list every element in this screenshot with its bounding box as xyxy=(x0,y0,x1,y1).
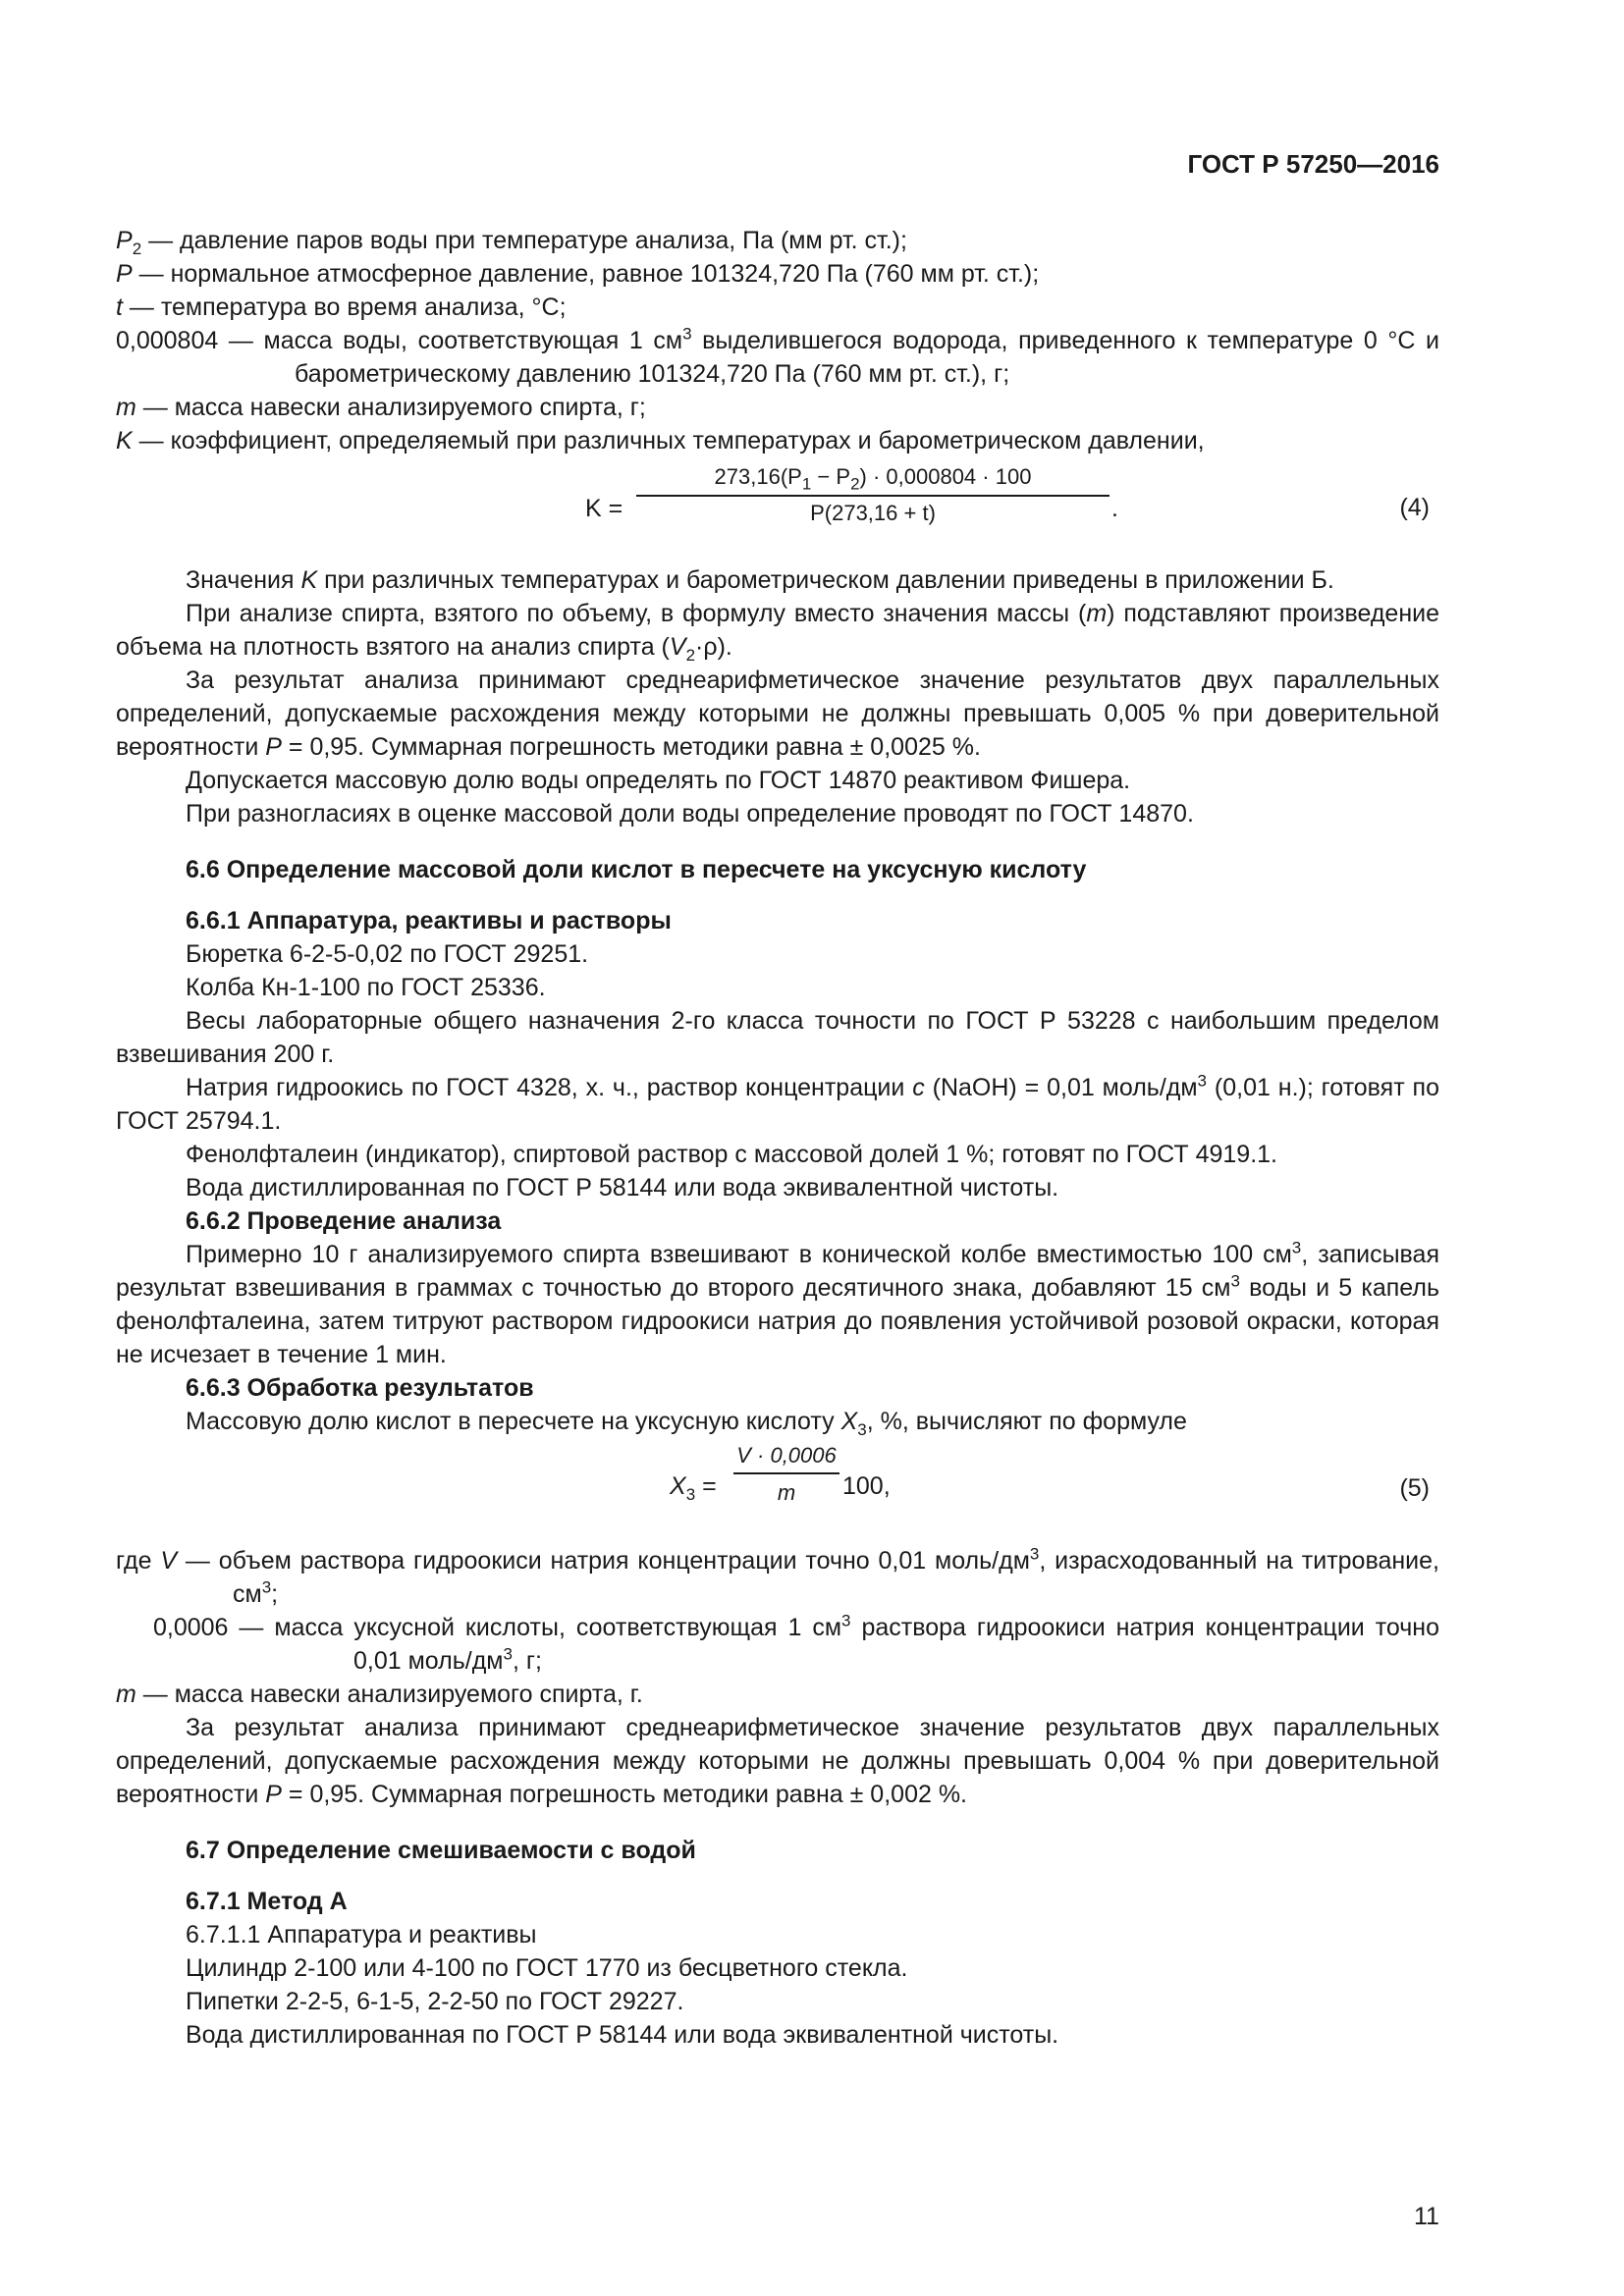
def-v: где V — объем раствора гидроокиси натрия концентрации точно 0,01 моль/$дм^3$, израсходованный на титрование, $см^3$; xyxy=(116,1544,1439,1608)
section-6-7-1-1-title: 6.7.1.1 Аппаратура и реактивы xyxy=(186,1921,537,1949)
formula-4-number: (4) xyxy=(1399,494,1430,521)
section-6-6-1-title: 6.6.1 Аппаратура, реактивы и растворы xyxy=(186,907,672,934)
item-scales: Весы лабораторные общего назначения 2-го класса точности по ГОСТ Р 53228 с наибольшим пределом взвешивания 200 г. xyxy=(116,1007,1439,1068)
formula-4: K = $\frac{273,16(P_1 - P_2) \cdot 0,000804 \cdot 100}{P(273,16 + t)}$ . (4) xyxy=(116,463,1439,554)
def-acetic-coef: 0,0006 — масса уксусной кислоты, соответствующая 1 $см^3$ раствора гидроокиси натрия концентрации точно 0,01 моль/$дм^3$, г; xyxy=(153,1611,1439,1675)
para-result-2: За результат анализа принимают среднеарифметическое значение результатов двух параллельных определений, допускаемые расхождения между которыми не должны превышать 0,004 % при доверительной вероятности P = 0,95. Суммарная погрешность методики равна ± 0,002 %. xyxy=(116,1714,1439,1808)
formula-5-lhs: $X_3$ = xyxy=(670,1472,717,1504)
para-fischer: Допускается массовую долю воды определять по ГОСТ 14870 реактивом Фишера. xyxy=(186,767,1131,794)
para-acid-fraction: Массовую долю кислот в пересчете на уксусную кислоту $X_3$, %, вычисляют по формуле xyxy=(186,1408,1187,1439)
formula-5-factor: 100, xyxy=(842,1472,891,1500)
para-analysis: Примерно 10 г анализируемого спирта взвешивают в конической колбе вместимостью 100 $см^3$, записывая результат взвешивания в граммах с точностью до второго десятичного знака, добавляют 15 $см^3$ воды и 5 капель фенолфталеина, затем титруют раствором гидроокиси натрия до появления устойчивой розовой окраски, которая не исчезает в течение 1 мин. xyxy=(116,1238,1439,1368)
para-volume: При анализе спирта, взятого по объему, в формулу вместо значения массы (m) подставляют произведение объема на плотность взятого на анализ спирта $(V_2\cdot\rho)$. xyxy=(116,600,1440,665)
def-k: K — коэффициент, определяемый при различных температурах и барометрическом давлении, xyxy=(116,427,1205,454)
formula-4-numerator: $273,16(P_1 - P_2) \cdot 0,000804 \cdot 100$ xyxy=(636,463,1110,497)
formula-4-lhs: K = xyxy=(585,495,623,522)
item-flask: Колба Кн-1-100 по ГОСТ 25336. xyxy=(186,974,546,1001)
para-disagreement: При разногласиях в оценке массовой доли воды определение проводят по ГОСТ 14870. xyxy=(186,800,1194,828)
para-result: За результат анализа принимают среднеарифметическое значение результатов двух параллельных определений, допускаемые расхождения между которыми не должны превышать 0,005 % при доверительной вероятности P = 0,95. Суммарная погрешность методики равна ± 0,0025 %. xyxy=(116,667,1439,761)
para-k-values: Значения K при различных температурах и барометрическом давлении приведены в приложении Б. xyxy=(186,566,1334,594)
def-m: m — масса навески анализируемого спирта, г; xyxy=(116,394,646,421)
formula-5 xyxy=(116,1444,1439,1534)
section-6-7-title: 6.7 Определение смешиваемости с водой xyxy=(186,1837,696,1864)
item-naoh: Натрия гидроокись по ГОСТ 4328, х. ч., раствор концентрации c (NaOH) = 0,01 моль/$дм^3$ (0,01 н.); готовят по ГОСТ 25794.1. xyxy=(116,1071,1439,1135)
item-burette: Бюретка 6-2-5-0,02 по ГОСТ 29251. xyxy=(186,940,589,968)
formula-5-numerator: V · 0,0006 xyxy=(733,1442,839,1474)
item-phenolphthalein: Фенолфталеин (индикатор), спиртовой раствор с массовой долей 1 %; готовят по ГОСТ 4919.1. xyxy=(186,1141,1277,1168)
page-content xyxy=(116,224,1439,2052)
def-p: P — нормальное атмосферное давление, равное 101324,720 Па (760 мм рт. ст.); xyxy=(116,260,1040,288)
formula-4-fraction xyxy=(636,463,1110,528)
def-mass-coef: 0,000804 — масса воды, соответствующая 1 $см^3$ выделившегося водорода, приведенного к температуре 0 °С и барометрическому давлению 101324,720 Па (760 мм рт. ст.), г; xyxy=(116,324,1439,388)
item-water: Вода дистиллированная по ГОСТ Р 58144 или вода эквивалентной чистоты. xyxy=(186,1174,1059,1201)
section-6-6-2-title: 6.6.2 Проведение анализа xyxy=(186,1207,502,1235)
def-t: t — температура во время анализа, °С; xyxy=(116,294,567,321)
formula-5-fraction xyxy=(733,1442,839,1510)
document-header: ГОСТ Р 57250—2016 xyxy=(1187,149,1439,179)
item-pipettes: Пипетки 2-2-5, 6-1-5, 2-2-50 по ГОСТ 29227. xyxy=(186,1988,684,2015)
item-water-2: Вода дистиллированная по ГОСТ Р 58144 или вода эквивалентной чистоты. xyxy=(186,2021,1059,2049)
section-6-7-1-title: 6.7.1 Метод А xyxy=(186,1888,348,1915)
def-m-2: m — масса навески анализируемого спирта, г. xyxy=(116,1681,643,1708)
page-number: 11 xyxy=(1414,2203,1439,2230)
section-6-6-title: 6.6 Определение массовой доли кислот в пересчете на уксусную кислоту xyxy=(186,856,1087,883)
formula-5-denominator: m xyxy=(777,1480,796,1505)
def-p2: $P_2$ — давление паров воды при температуре анализа, Па (мм рт. ст.); xyxy=(116,227,907,258)
item-cylinder: Цилиндр 2-100 или 4-100 по ГОСТ 1770 из бесцветного стекла. xyxy=(186,1954,908,1982)
formula-4-denominator: P(273,16 + t) xyxy=(810,501,936,525)
formula-5-number: (5) xyxy=(1399,1474,1430,1502)
section-6-6-3-title: 6.6.3 Обработка результатов xyxy=(186,1374,534,1402)
